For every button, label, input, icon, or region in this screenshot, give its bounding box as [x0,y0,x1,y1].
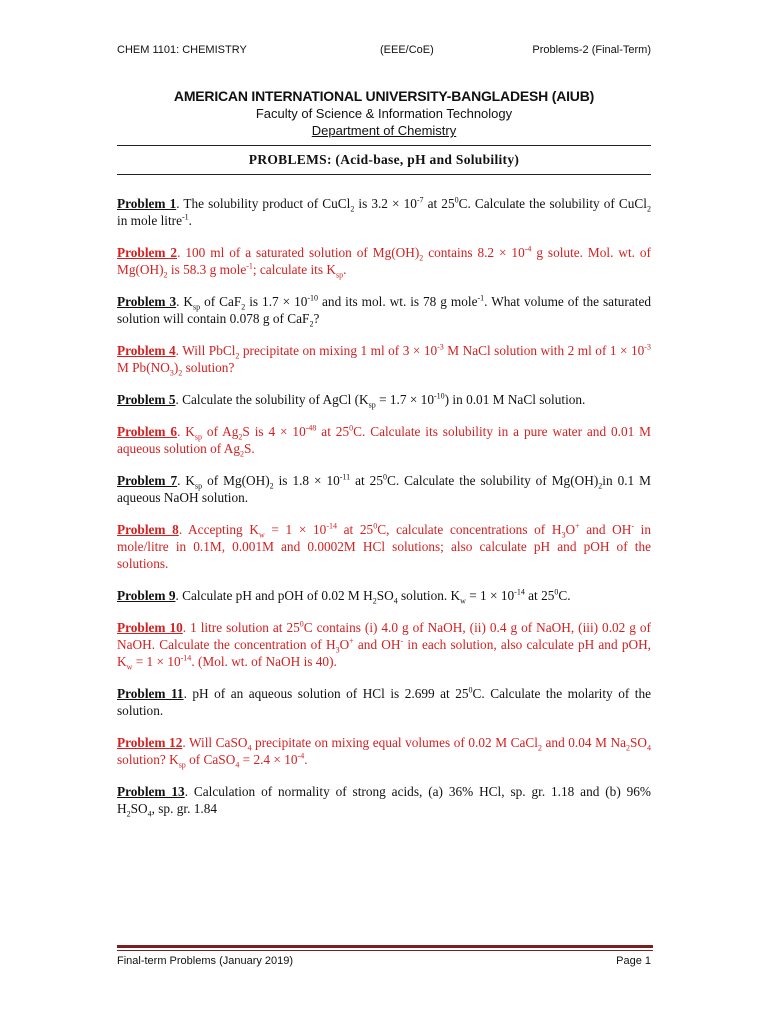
subscript: 2 [235,351,240,361]
problem-text: at 25 [423,196,455,211]
superscript: -14 [326,521,337,531]
superscript: 0 [554,587,559,597]
problem-label: Problem 8 [117,522,179,537]
superscript: -4 [524,244,532,254]
problem-text: solution? K [117,752,179,767]
superscript: 0 [454,195,459,205]
problem-text: . Calculation of normality of strong acids, (a) 36% HCl, sp. gr. 1.18 and (b) 96% H [117,784,651,816]
problem-text: . Will CaSO [182,735,248,750]
footer-term: Final-term Problems (January 2019) [117,955,294,967]
superscript: 0 [468,685,473,695]
problem-label: Problem 4 [117,343,176,358]
problem-text: of Ag [202,424,239,439]
problem-text: and its mol. wt. is 78 g mole [318,294,478,309]
problem-text: in 0.1 M aqueous NaOH solution. [117,473,651,505]
superscript: -3 [644,342,651,352]
problem-text: of Mg(OH) [202,473,270,488]
footer-rule-thin [117,950,653,951]
problem-item [117,244,651,278]
problem-text: . Accepting K [178,522,259,537]
subscript: 4 [247,743,252,753]
problem-text: and OH [353,637,401,652]
header-problem-set: Problems-2 (Final-Term) [532,44,651,56]
superscript: -11 [339,472,351,482]
problem-text: . K [177,424,195,439]
subscript: 4 [147,809,152,819]
problem-text: C. Calculate the solubility of CuCl [458,196,647,211]
problem-label: Problem 13 [117,784,185,799]
subscript: sp [194,432,203,442]
title-rule-top [117,145,651,146]
superscript: -48 [305,423,317,433]
problem-text: = 1 × 10 [264,522,327,537]
problem-text: ; calculate its K [252,262,336,277]
subscript: 2 [419,253,424,263]
subscript: 2 [238,432,243,442]
problem-text: C contains (i) 4.0 g of NaOH, (ii) 0.4 g of NaOH, (iii) 0.02 g of NaOH. Calculate the concentration of H [117,620,651,652]
problem-text: . The solubility product of CuCl [176,196,351,211]
subscript: 2 [126,809,131,819]
subscript: 2 [178,368,183,378]
subscript: 2 [240,449,244,459]
problem-text: M Pb(NO [117,360,170,375]
header-program: (EEE/CoE) [380,44,434,56]
problem-item [117,783,651,817]
superscript: 0 [373,521,378,531]
problem-text: ) [173,360,179,375]
subscript: 2 [372,596,377,606]
problem-text: O [565,522,576,537]
problem-text: . K [177,473,195,488]
problem-text: and OH [579,522,632,537]
superscript: -1 [246,261,253,271]
problem-text: and 0.04 M Na [541,735,626,750]
problem-text: S. [244,441,255,456]
superscript: -7 [416,195,424,205]
footer-rule-thick [117,945,653,948]
section-title: PROBLEMS: (Acid-base, pH and Solubility) [248,152,520,167]
problem-text: = 2.4 × 10 [239,752,298,767]
subscript: w [126,662,133,672]
problem-text: C. [558,588,571,603]
problem-text: at 25 [524,588,555,603]
problem-item [117,587,651,604]
problem-text: in each solution, also calculate pH and pOH, K [117,637,651,669]
title-block [117,88,651,139]
subscript: w [258,530,265,540]
superscript: -10 [433,391,445,401]
superscript: + [575,521,580,531]
problem-text: . 100 ml of a saturated solution of Mg(OH) [177,245,420,260]
problem-text: . pH of an aqueous solution of HCl is 2.699 at 25 [183,686,469,701]
subscript: 4 [647,743,651,753]
superscript: -3 [437,342,444,352]
problem-text: . [343,262,347,277]
footer-page-number: Page 1 [616,955,651,967]
problem-text: at 25 [316,424,350,439]
subscript: 2 [269,481,274,491]
problem-label: Problem 10 [117,620,183,635]
header-course-code: CHEM 1101: CHEMISTRY [117,44,247,56]
problem-text: g solute. Mol. wt. of Mg(OH) [117,245,651,277]
problem-list [117,195,651,832]
superscript: 0 [382,472,387,482]
problem-text: . Calculate the solubility of AgCl (K [175,392,369,407]
problem-text: C, calculate concentrations of H [377,522,562,537]
subscript: 2 [309,319,314,329]
problem-item [117,293,651,327]
subscript: 2 [598,481,603,491]
problem-text: solution. K [397,588,461,603]
problem-label: Problem 12 [117,735,183,750]
superscript: - [400,636,404,646]
university-name: AMERICAN INTERNATIONAL UNIVERSITY-BANGLADESH (AIUB) [173,88,595,104]
problem-text: precipitate on mixing 1 ml of 3 × 10 [239,343,438,358]
superscript: + [349,636,354,646]
problem-label: Problem 7 [117,473,178,488]
problem-label: Problem 9 [117,588,176,603]
problem-item [117,342,651,376]
problem-text: ) in 0.01 M NaCl solution. [444,392,586,407]
problem-text: is 1.7 × 10 [245,294,308,309]
problem-label: Problem 3 [117,294,177,309]
superscript: - [631,521,635,531]
superscript: 0 [349,423,354,433]
problem-text: S is 4 × 10 [242,424,306,439]
problem-text: . (Mol. wt. of NaOH is 40). [191,654,337,669]
problem-item [117,521,651,572]
subscript: 2 [350,204,355,214]
page-header [117,44,651,60]
subscript: 2 [646,204,651,214]
problem-text: in mole/litre in 0.1M, 0.001M and 0.0002M HCl solutions; also calculate pH and pOH of the solutions. [117,522,652,571]
department-name: Department of Chemistry [311,123,457,138]
problem-text: at 25 [350,473,383,488]
superscript: -4 [297,751,305,761]
superscript: -10 [307,293,319,303]
problem-text: . [188,213,192,228]
superscript: -14 [514,587,525,597]
problem-text: . What volume of the saturated solution will contain 0.078 g of CaF [117,294,651,326]
problem-label: Problem 11 [117,686,184,701]
subscript: 2 [241,302,246,312]
problem-text: of CaF [200,294,242,309]
problem-text: SO [376,588,394,603]
subscript: sp [335,270,344,280]
problem-item [117,195,651,229]
problem-text: is 3.2 × 10 [354,196,417,211]
faculty-name: Faculty of Science & Information Technology [255,106,513,121]
subscript: w [460,596,466,606]
problem-text: M NaCl solution with 2 ml of 1 × 10 [443,343,645,358]
subscript: sp [195,481,203,491]
problem-text: . [304,752,308,767]
problem-label: Problem 6 [117,424,178,439]
subscript: 4 [393,596,398,606]
problem-text: is 1.8 × 10 [273,473,340,488]
superscript: 0 [299,619,304,629]
problem-text: C. Calculate the molarity of the solution. [117,686,652,718]
problem-item [117,391,651,408]
problem-text: = 1 × 10 [465,588,515,603]
problem-text: precipitate on mixing equal volumes of 0.02 M CaCl [251,735,538,750]
subscript: 4 [235,760,240,770]
problem-text: . Calculate pH and pOH of 0.02 M H [175,588,373,603]
problem-text: is 58.3 g mole [167,262,247,277]
problem-text: C. Calculate the solubility of Mg(OH) [386,473,599,488]
problem-text: = 1.7 × 10 [375,392,434,407]
title-rule-bottom [117,174,651,175]
problem-item [117,619,651,670]
problem-text: , sp. gr. 1.84 [151,801,217,816]
problem-text: C. Calculate its solubility in a pure water and 0.01 M aqueous solution of Ag [117,424,651,456]
problem-text: . Will PbCl [175,343,236,358]
problem-label: Problem 5 [117,392,176,407]
subscript: 2 [163,270,168,280]
problem-text: contains 8.2 × 10 [423,245,525,260]
problem-text: ? [313,311,320,326]
problem-text: = 1 × 10 [132,654,181,669]
problem-item [117,423,651,457]
problem-text: in mole litre [117,213,182,228]
subscript: sp [368,400,376,410]
subscript: sp [193,302,201,312]
problem-label: Problem 1 [117,196,177,211]
problem-item [117,472,651,506]
subscript: 2 [537,743,542,753]
problem-text: . K [176,294,193,309]
superscript: -1 [182,212,189,222]
superscript: -1 [477,293,485,303]
problem-text: SO [130,801,148,816]
subscript: 3 [169,368,174,378]
subscript: 3 [335,645,340,655]
problem-text: at 25 [337,522,374,537]
superscript: -14 [180,653,192,663]
subscript: sp [178,760,186,770]
problem-text: solution? [182,360,235,375]
problem-item [117,685,651,719]
subscript: 2 [626,743,630,753]
problem-text: of CaSO [185,752,236,767]
problem-text: SO [630,735,647,750]
problem-text: O [339,637,350,652]
problem-item [117,734,651,768]
problem-label: Problem 2 [117,245,178,260]
problem-text: . 1 litre solution at 25 [182,620,300,635]
subscript: 3 [561,530,566,540]
